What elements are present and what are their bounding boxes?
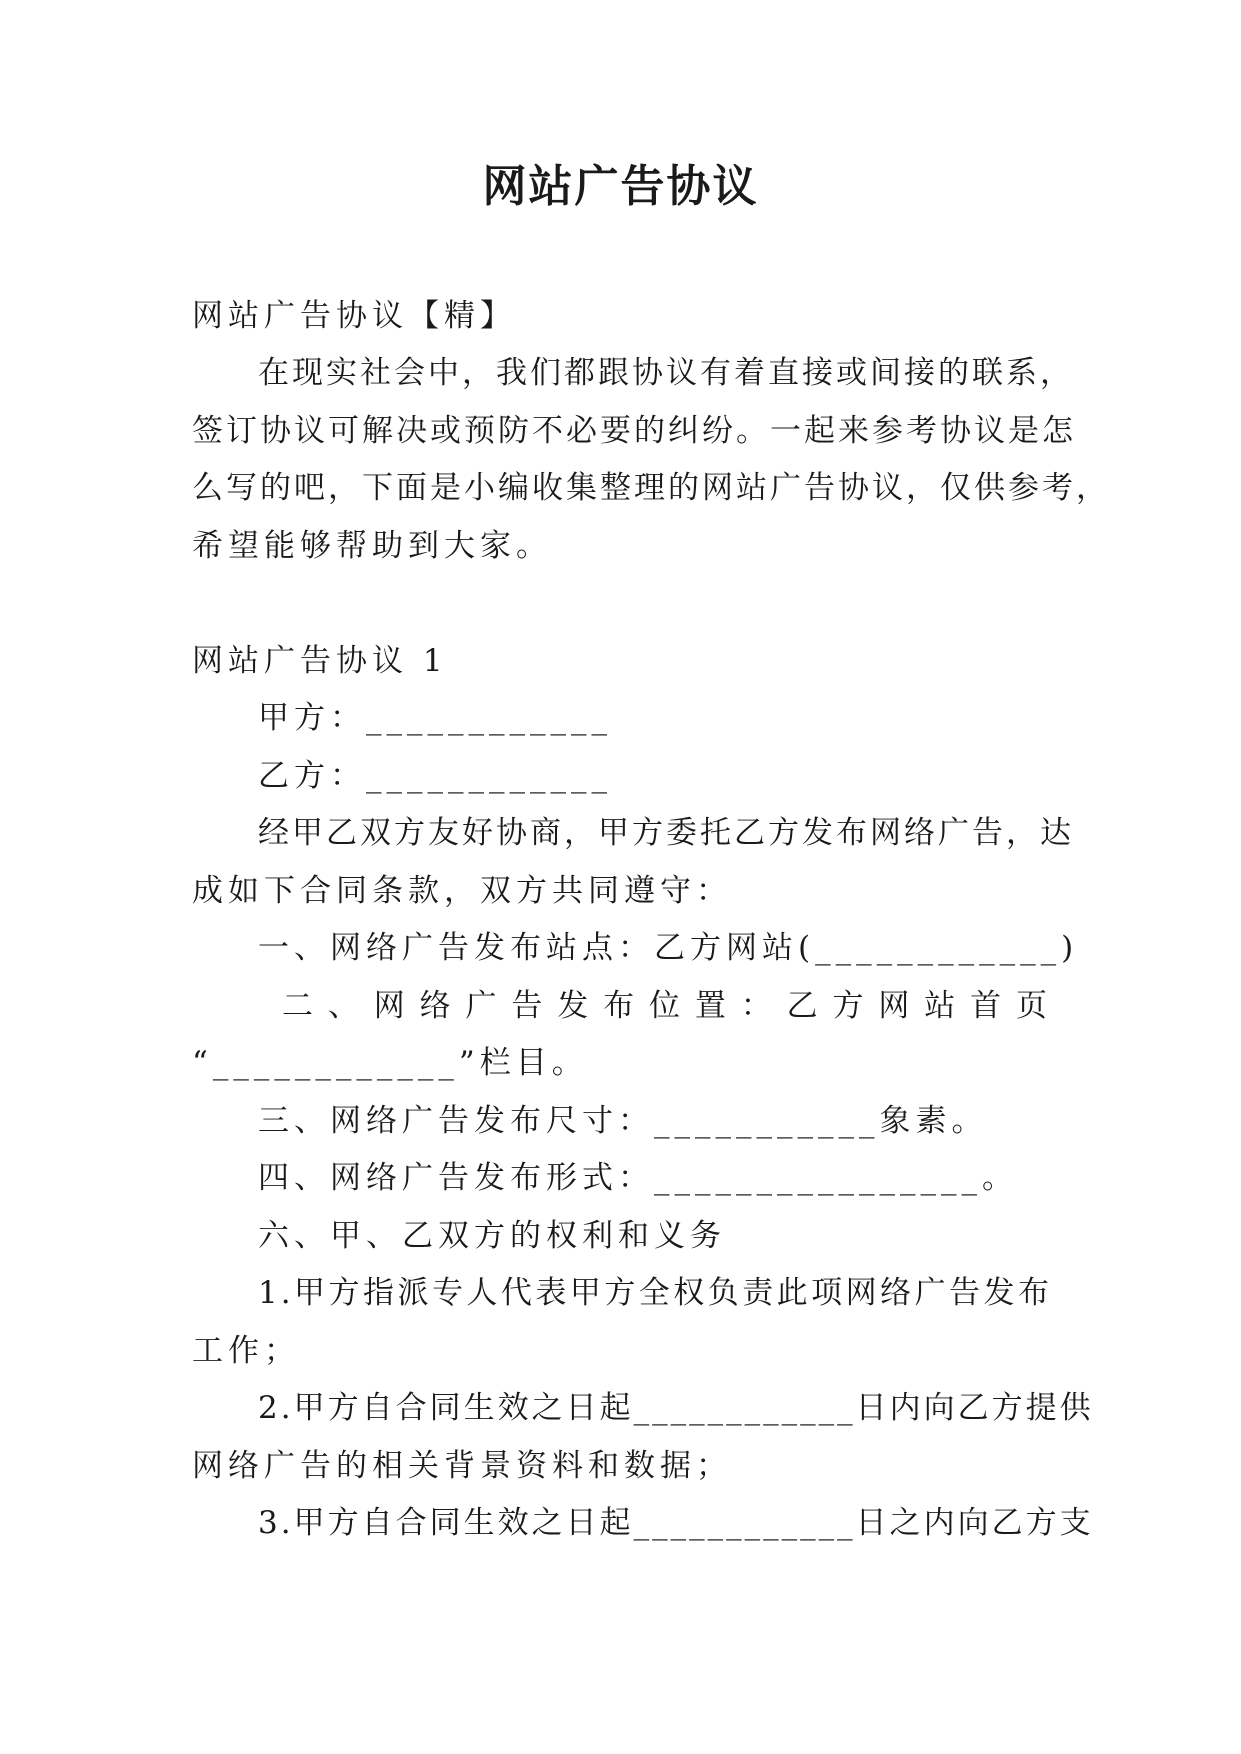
paragraph-line: 经甲乙双方友好协商，甲方委托乙方发布网络广告，达: [258, 815, 1074, 851]
clause-line: 六、甲、乙双方的权利和义务: [258, 1218, 726, 1254]
clause-line: 1.甲方指派专人代表甲方全权负责此项网络广告发布: [258, 1275, 1052, 1311]
clause-line: 3.甲方自合同生效之日起____________日之内向乙方支: [258, 1505, 1094, 1541]
clause-line: 二、网络广告发布位置：乙方网站首页: [282, 988, 1052, 1024]
page-title: 网站广告协议: [482, 161, 759, 212]
clause-line: 四、网络广告发布形式：________________。: [258, 1160, 1018, 1196]
clause-line: “____________”栏目。: [192, 1045, 588, 1081]
paragraph-line: 签订协议可解决或预防不必要的纠纷。一起来参考协议是怎: [192, 413, 1076, 449]
clause-line: 网络广告的相关背景资料和数据；: [192, 1448, 732, 1484]
clause-line: 三、网络广告发布尺寸：___________象素。: [258, 1103, 988, 1139]
party-b-line: 乙方：____________: [258, 758, 612, 794]
paragraph-line: 希望能够帮助到大家。: [192, 528, 552, 564]
paragraph-line: 成如下合同条款，双方共同遵守：: [192, 873, 732, 909]
clause-line: 工作；: [192, 1333, 300, 1369]
clause-line: 一、网络广告发布站点：乙方网站(____________): [258, 930, 1079, 966]
doc-subtitle: 网站广告协议【精】: [192, 298, 516, 334]
section-heading: 网站广告协议 1: [192, 643, 448, 679]
paragraph-line: 在现实社会中，我们都跟协议有着直接或间接的联系，: [258, 355, 1074, 391]
clause-line: 2.甲方自合同生效之日起____________日内向乙方提供: [258, 1390, 1094, 1426]
paragraph-line: 么写的吧，下面是小编收集整理的网站广告协议，仅供参考，: [192, 470, 1110, 506]
party-a-line: 甲方：____________: [258, 700, 612, 736]
